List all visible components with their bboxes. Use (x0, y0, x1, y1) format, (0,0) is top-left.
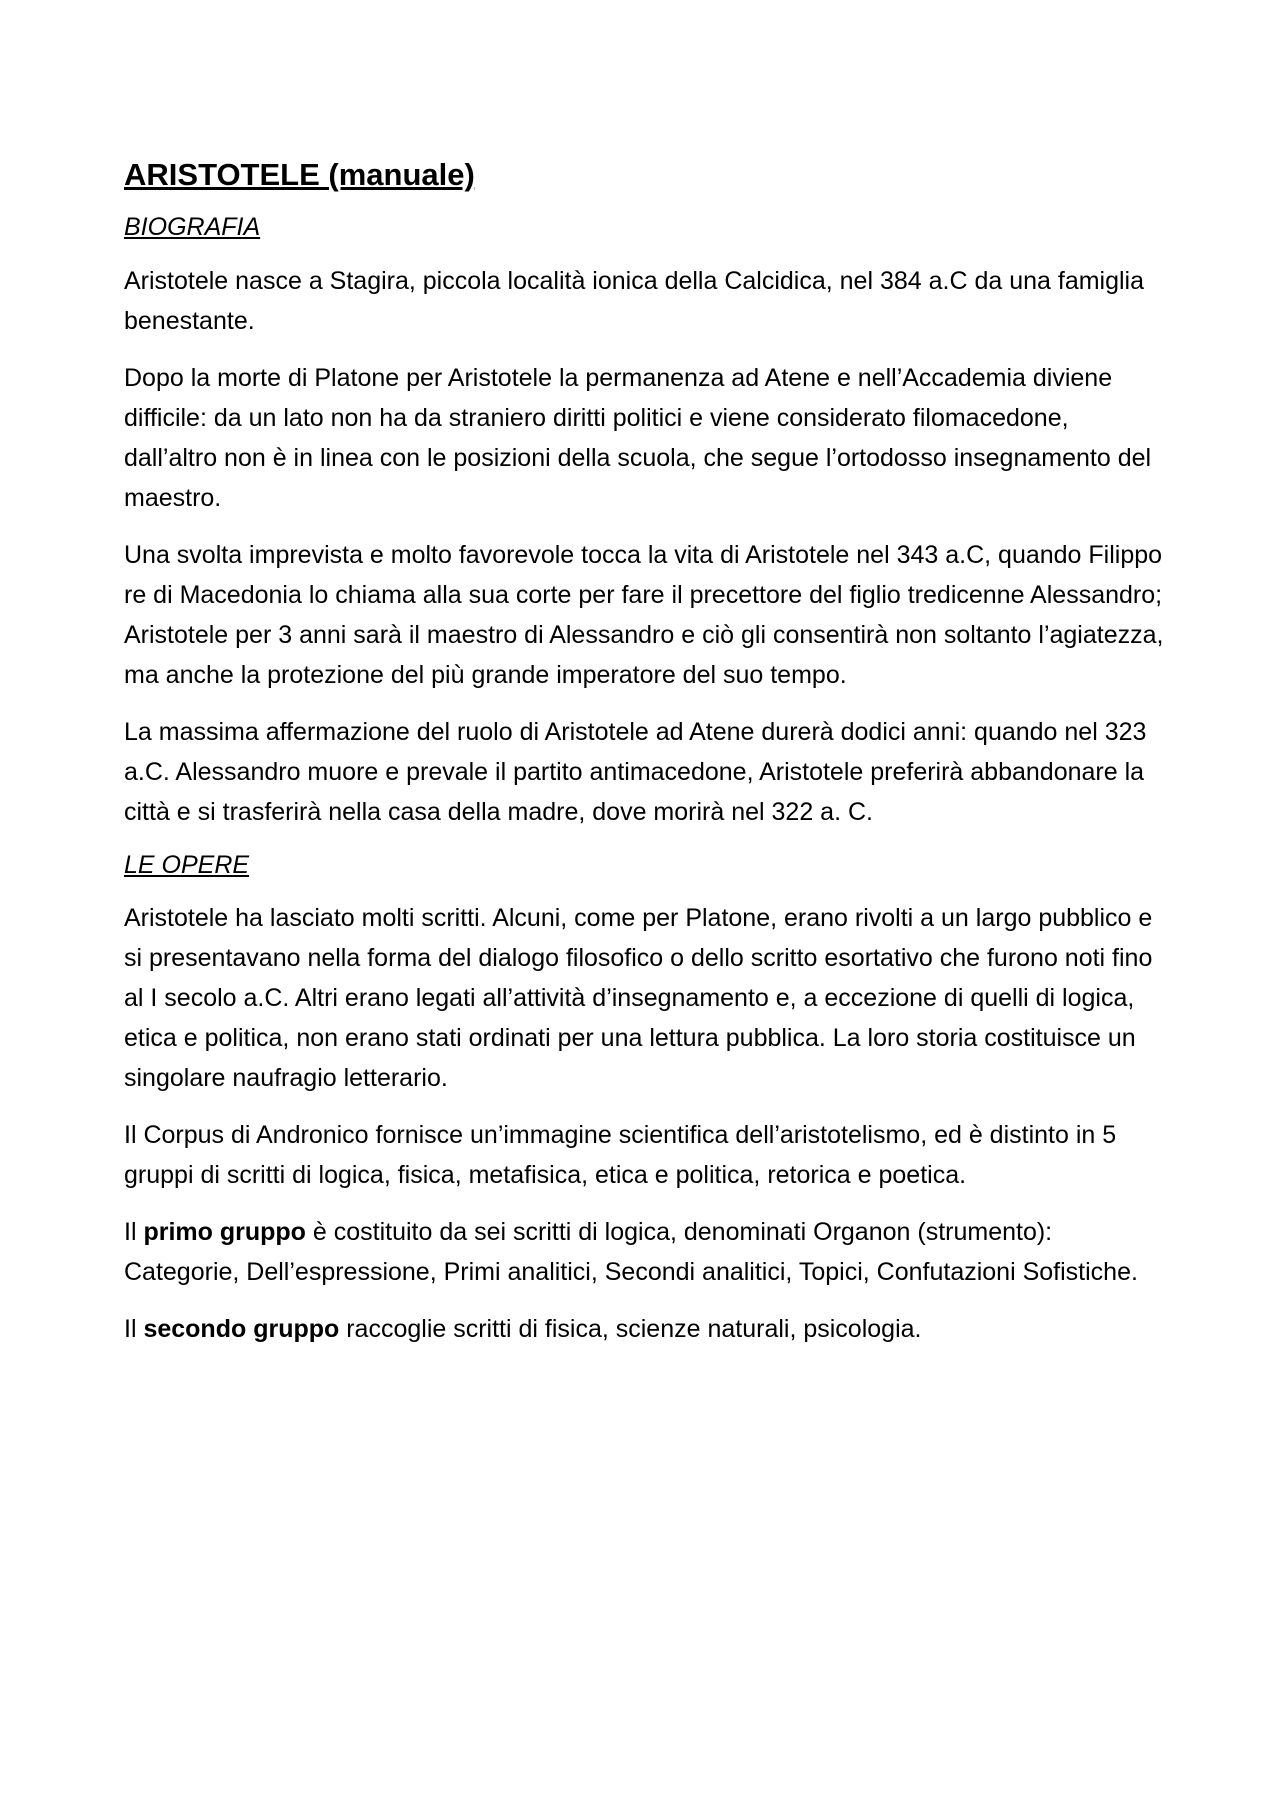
paragraph: Una svolta imprevista e molto favorevole tocca la vita di Aristotele nel 343 a.C, quando Filippo re di Macedonia lo chiama alla sua corte per fare il precettore del figlio tredicenne Alessandro; Aristotele per 3 anni sarà il maestro di Alessandro e ciò gli consentirà non soltanto l’agiatezza, ma anche la protezione del più grande imperatore del suo tempo. (124, 540, 1164, 689)
paragraph: Aristotele ha lasciato molti scritti. Alcuni, come per Platone, erano rivolti a un largo pubblico e si presentavano nella forma del dialogo filosofico o dello scritto esortativo che furono noti fino al I secolo a.C. Altri erano legati all’attività d’insegnamento e, a eccezione di quelli di logica, etica e politica, non erano stati ordinati per una lettura pubblica. La loro storia costituisce un singolare naufragio letterario. (124, 904, 1153, 1093)
section-heading-biografia: BIOGRAFIA (124, 213, 261, 242)
section-heading-opere: LE OPERE (124, 850, 250, 879)
bold-term: primo gruppo (143, 1218, 306, 1247)
paragraph: Il Corpus di Andronico fornisce un’immagine scientifica dell’aristotelismo, ed è distinto in 5 gruppi di scritti di logica, fisica, metafisica, etica e politica, retorica e poetica. (124, 1121, 1117, 1190)
text-rest: è costituito da sei scritti di logica, denominati Organon (strumento): Categorie, Dell’espressione, Primi analitici, Secondi analitici, Topici, Confutazioni Sofistiche. (124, 1218, 1138, 1287)
paragraph: Aristotele nasce a Stagira, piccola località ionica della Calcidica, nel 384 a.C da una famiglia benestante. (124, 266, 1145, 335)
paragraph-primo-gruppo (124, 1212, 1164, 1292)
page-title: ARISTOTELE (manuale) (124, 157, 475, 192)
text-prefix: Il (124, 1218, 144, 1247)
paragraph: Dopo la morte di Platone per Aristotele la permanenza ad Atene e nell’Accademia diviene difficile: da un lato non ha da straniero diritti politici e viene considerato filomacedone, dall’altro non è in linea con le posizioni della scuola, che segue l’ortodosso insegnamento del maestro. (124, 363, 1152, 512)
paragraph: La massima affermazione del ruolo di Aristotele ad Atene durerà dodici anni: quando nel 323 a.C. Alessandro muore e prevale il partito antimacedone, Aristotele preferirà abbandonare la città e si trasferirà nella casa della madre, dove morirà nel 322 a. C. (124, 717, 1147, 826)
bold-term: secondo gruppo (143, 1315, 340, 1344)
paragraph-secondo-gruppo (124, 1309, 1164, 1349)
text-rest: raccoglie scritti di fisica, scienze naturali, psicologia. (339, 1315, 922, 1344)
text-prefix: Il (124, 1315, 144, 1344)
document-page (124, 155, 1164, 1366)
